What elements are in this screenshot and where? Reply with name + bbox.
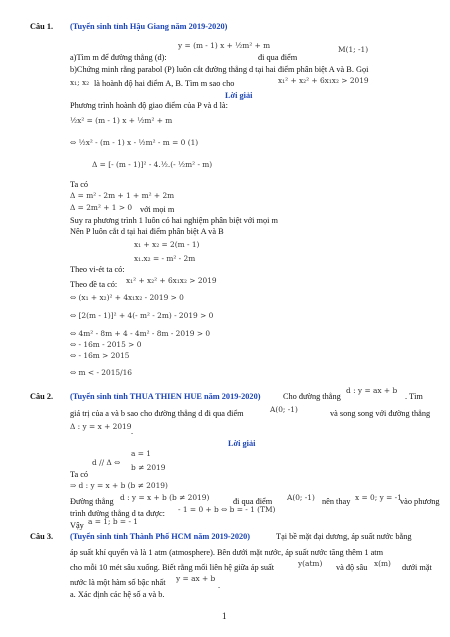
problem-2-system-left: d // Δ ⇔ [92, 458, 121, 467]
ineq-final: ⇔ m < - 2015/16 [70, 368, 132, 377]
problem-3-text3a: cho mỗi 10 mét sâu xuống. Biết rằng mối liên hệ giữa áp suất [70, 563, 275, 572]
problem-1-label: Câu 1. [30, 22, 54, 31]
ineq-1: ⇔ (x₁ + x₂)² + 4x₁x₂ - 2019 > 0 [70, 293, 184, 302]
problem-1-heading: (Tuyển sinh tỉnh Hậu Giang năm 2019-2020) [70, 22, 228, 31]
problem-3-part-a: a. Xác định các hệ số a và b. [70, 590, 165, 599]
problem-3-text1: Tại bề mặt đại dương, áp suất nước bằng [276, 532, 412, 541]
condition-label: Theo đề ta có: [70, 280, 118, 289]
problem-2-text3b: đi qua điểm [233, 497, 273, 506]
step-conclusion-2: Nên P luôn cắt d tại hai điểm phân biệt A và B [70, 227, 224, 236]
problem-1-part-b-line2: là hoành độ hai điểm A, B. Tìm m sao cho [94, 79, 235, 88]
problem-3-function: y = ax + b [176, 574, 216, 583]
problem-2-substitution: x = 0; y = -1 [355, 493, 402, 502]
step-intro: Phương trình hoành độ giao điểm của P và d là: [70, 101, 228, 110]
step-delta-result: Δ = 2m² + 1 > 0 [70, 203, 133, 212]
problem-2-taco: Ta có [70, 470, 89, 479]
problem-2-final: a = 1; b = - 1 [88, 517, 139, 526]
problem-2-heading: (Tuyển sinh tỉnh THUA THIEN HUE năm 2019-2020) [70, 392, 261, 401]
problem-3-heading: (Tuyển sinh tỉnh Thành Phố HCM năm 2019-2020) [70, 532, 251, 541]
problem-3-x-m: x(m) [374, 559, 391, 568]
problem-2-text3d: vào phương [400, 497, 440, 506]
problem-3-y-atm: y(atm) [298, 559, 323, 568]
step-delta-expand: Δ = m² - 2m + 1 + m² + 2m [70, 191, 175, 200]
problem-1-condition: x₁² + x₂² + 6x₁x₂ > 2019 [278, 76, 369, 85]
problem-1-solution-title: Lời giải [225, 91, 253, 100]
ineq-4: ⇔ - 16m - 2015 > 0 [70, 340, 142, 349]
problem-1-part-a-suffix: đi qua điểm [258, 53, 298, 62]
problem-2-system-1: a = 1 [131, 449, 151, 458]
problem-2-system-2: b ≠ 2019 [131, 463, 166, 472]
problem-2-solution-title: Lời giải [228, 439, 256, 448]
vieta-label: Theo vi-ét ta có: [70, 265, 125, 274]
problem-2-text1-end: . Tìm [405, 392, 423, 401]
problem-2-vay: Vậy [70, 521, 84, 530]
ineq-5: ⇔ - 16m > 2015 [70, 351, 130, 360]
problem-3-label: Câu 3. [30, 532, 54, 541]
step-discriminant: Δ = [- (m - 1)]² - 4.½.(- ½m² - m) [92, 160, 213, 169]
problem-1-part-a: a)Tìm m để đường thẳng (d): [70, 53, 167, 62]
problem-2-delta-end: . [131, 427, 134, 436]
problem-1-point-m: M(1; -1) [338, 45, 369, 54]
problem-2-line3: d : y = x + b (b ≠ 2019) [120, 493, 210, 502]
step-conclusion-1: Suy ra phương trình 1 luôn có hai nghiệm phân biệt với mọi m [70, 216, 278, 225]
step-equation-2: ⇔ ½x² - (m - 1) x - ½m² - m = 0 (1) [70, 138, 199, 147]
step-equation-1: ½x² = (m - 1) x + ½m² + m [70, 116, 173, 125]
problem-2-text3c: nên thay [322, 497, 351, 506]
problem-3-text3b: và độ sâu [336, 563, 368, 572]
problem-3-text2: áp suất khí quyển và là 1 atm (atmosphere). Bên dưới mặt nước, áp suất nước tăng thêm 1 atm [70, 548, 384, 557]
ineq-2: ⇔ [2(m - 1)]² + 4(- m² - 2m) - 2019 > 0 [70, 311, 214, 320]
problem-1-vars: x₁; x₂ [70, 78, 90, 87]
ineq-3: ⇔ 4m² - 8m + 4 - 4m² - 8m - 2019 > 0 [70, 329, 211, 338]
problem-3-text4: nước là một hàm số bậc nhất [70, 578, 166, 587]
problem-2-calculation: - 1 = 0 + b ⇔ b = - 1 (TM) [178, 505, 276, 514]
problem-3-text3c: dưới mặt [402, 563, 432, 572]
problem-3-text4-end: . [218, 581, 221, 590]
step-taco: Ta có [70, 180, 89, 189]
problem-2-text3: Đường thẳng [70, 497, 114, 506]
page-number: 1 [222, 611, 227, 621]
condition-eq: x₁² + x₂² + 6x₁x₂ > 2019 [126, 276, 217, 285]
problem-2-text2-end: và song song với đường thẳng [330, 409, 431, 418]
step-for-all-m: với mọi m [140, 205, 175, 214]
problem-2-line-d: d : y = ax + b [346, 386, 398, 395]
problem-2-point3: A(0; -1) [287, 493, 315, 502]
problem-2-delta: Δ : y = x + 2019 [70, 422, 132, 431]
problem-1-part-b-line1: b)Chứng minh rằng parabol (P) luôn cắt đường thẳng d tại hai điểm phân biệt A và B. Gọi [70, 65, 369, 74]
problem-1-line-equation: y = (m - 1) x + ½m² + m [178, 41, 271, 50]
problem-2-text1: Cho đường thẳng [283, 392, 341, 401]
vieta-sum: x₁ + x₂ = 2(m - 1) [134, 240, 200, 249]
problem-2-result: ⇒ d : y = x + b (b ≠ 2019) [70, 481, 168, 490]
vieta-product: x₁.x₂ = - m² - 2m [134, 254, 196, 263]
problem-2-point-a: A(0; -1) [270, 405, 298, 414]
problem-2-label: Câu 2. [30, 392, 54, 401]
problem-2-text4: trình đường thẳng d ta được: [70, 509, 165, 518]
problem-2-text2: giá trị của a và b sao cho đường thẳng d đi qua điểm [70, 409, 244, 418]
